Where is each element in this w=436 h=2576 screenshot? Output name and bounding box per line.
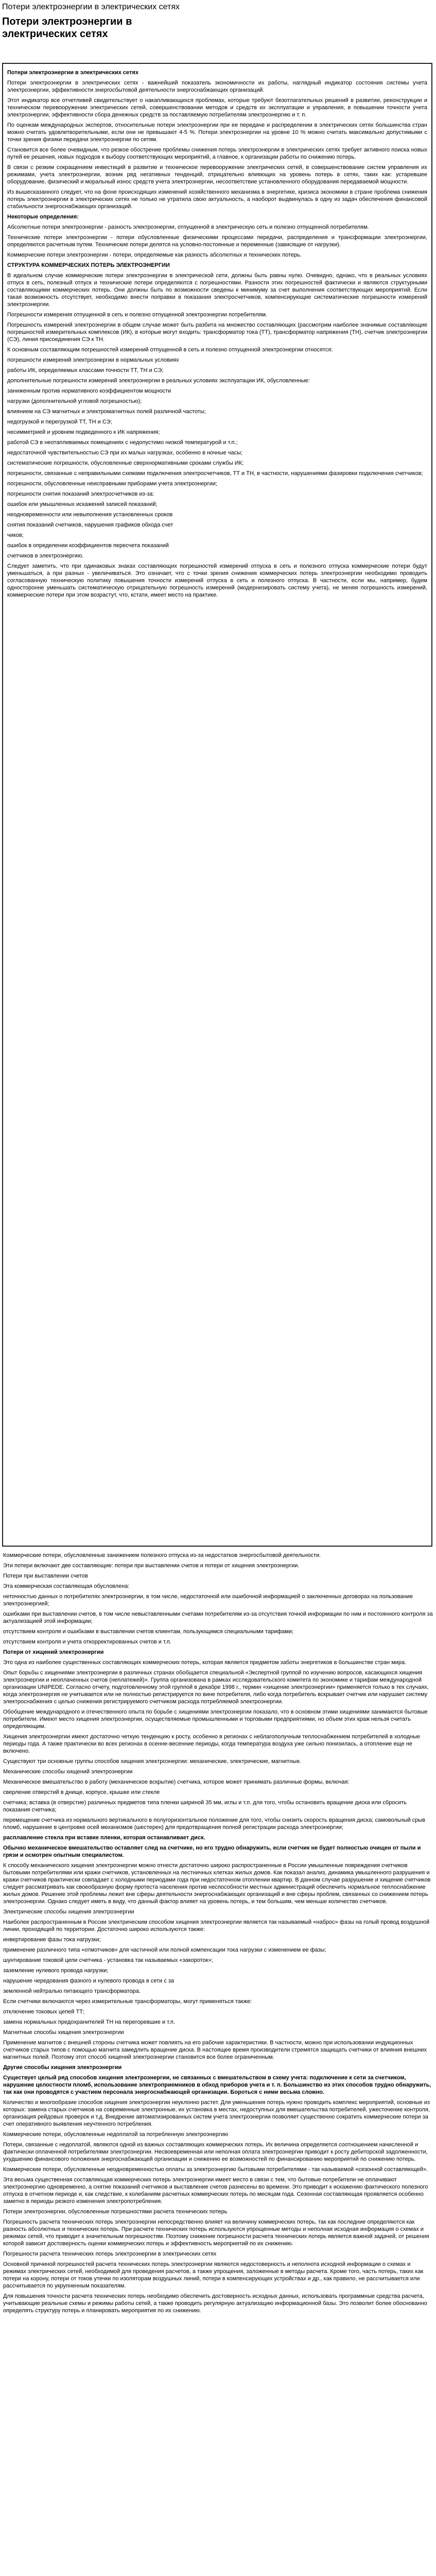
paragraph: чиков; [7, 532, 24, 538]
paragraph: Это одна из наиболее существенных составляющих коммерческих потерь, которая является предметом заботы энергетиков в большинстве стран мира. [3, 1659, 407, 1666]
paragraph: Погрешность расчета технических потерь электроэнергии непосредственно влияет на величину коммерческих потерь, так как последние определяются как разность абсолютных и технических потерь. При расчете технических потерь используются упрощенные методы и неполная исходная информация о схемах и режимах сетей, что приводит к значительным погрешностям. Поэтому снижение погрешности расчета технических потерь является важной задачей, от решения которой зависит достоверность оценки коммерческих потерь и эффективность мероприятий по их снижению. [3, 2219, 429, 2247]
paragraph: земленной нейтралью питающего трансформатора. [3, 1988, 141, 1994]
paragraph: несимметрией и уровнем подведенного к ИК напряжения; [7, 429, 160, 435]
paragraph: Если счетчики включаются через измерительные трансформаторы, могут применяться также: [3, 1998, 252, 2005]
paragraph: Потери при выставлении счетов [3, 1573, 88, 1579]
paragraph: заземление нулевого провода нагрузки; [3, 1968, 109, 1974]
paragraph: Коммерческие потери электроэнергии - потери, определяемые как разность абсолютных и технических потерь. [7, 252, 302, 258]
paragraph: работой СЭ в неотапливаемых помещениях с недопустимо низкой температурой и т.п.; [7, 439, 238, 446]
article-continuation [3, 1552, 433, 2576]
paragraph: Обычно механическое вмешательство оставляет след на счетчике, но его трудно обнаружить, если счетчик не будет полностью очищен от пыли и грязи и осмотрен опытным специалистом. [3, 1845, 421, 1858]
paragraph: В связи с резким сокращением инвестиций в развитие и техническое перевооружение электрических сетей, в совершенствование систем управления их режимами, учета электроэнергии, возник ряд негативных тенденций, отрицательно влияющих на уровень потерь в сетях, таких как: устаревшее оборудование, физический и моральный износ средств учета электроэнергии, несоответствие установленного оборудования передаваемой мощности. [7, 164, 427, 185]
paragraph: Погрешность измерений электроэнергии в общем случае может быть разбита на множество составляющих (рассмотрим наиболее значимые составляющие погрешностей измерительных комплексов (ИК), в которые могут входить: трансформатор тока (ТТ), трансформатор напряжения (ТН), счетчик электроэнергии (СЭ), линия присоединения СЭ к ТН. [7, 322, 427, 343]
paragraph: нарушение чередования фазного и нулевого провода в сети с за [3, 1978, 175, 1984]
paragraph: Применение магнитов с внешней стороны счетчика может повлиять на его рабочие характеристики. В частности, можно при использовании индукционных счетчиков старых типов с помощью магнита замедлить вращение диска. В настоящее время производители стремятся защищать счетчики от влияния внешних магнитных полей. Поэтому этот способ хищений электроэнергии становится все более ограниченным. [3, 2040, 427, 2060]
paragraph: Эта весьма существенная составляющая коммерческих потерь электроэнергии имеет место в связи с тем, что бытовые потребители не оплачивают электроэнергию одновременно, а снятие показаний счетчиков и выставление счетов разнесены во времени. Это приводит к искажению фактического полезного отпуска в отчетном периоде и, как следствие, к колебаниям расчетных коммерческих потерь по месяцам года. Сезонная составляющая проявляется особенно заметно в периоды резкого изменения электропотребления. [3, 2177, 428, 2205]
paragraph: Из вышесказанного следует, что на фоне происходящих изменений хозяйственного механизма в энергетике, кризиса экономики в стране проблема снижения потерь электроэнергии в электрических сетях не только не утратила свою актуальность, а наоборот выдвинулась в одну из задач обеспечения финансовой стабильности энергоснабжающих организаций. [7, 189, 427, 210]
top-page-title: Потери электроэнергии в электрических сетях [2, 3, 180, 11]
paragraph: дополнительные погрешности измерений электроэнергии в реальных условиях эксплуатации ИК, обусловленные: [7, 378, 310, 384]
paragraph: ошибок в определении коэффициентов пересчета показаний [7, 543, 169, 549]
paragraph: неточностью данных о потребителях электроэнергии, в том числе, недостаточной или ошибочной информацией о заключенных договорах на пользование электроэнергией; [3, 1594, 413, 1607]
paragraph: замена нормальных предохранителей ТН на перегоревшие и т.п. [3, 2019, 175, 2025]
box-paragraphs [7, 79, 427, 599]
paragraph: нагрузки (дополнительной угловой погрешностью); [7, 398, 142, 404]
paragraph: Существует целый ряд способов хищения электроэнергии, не связанных с вмешательством в схему учета: подключение к сети за счетчиком, нарушение целостности пломб, использование электроприемников в обход приборов учета и т. п. Большинство из этих способов трудно обнаружить, так как они проводятся с участием персонала энергоснабжающей организации. Бороться с ними весьма сложно. [3, 2075, 431, 2095]
paragraph: счетчиков в электроэнергию. [7, 553, 84, 559]
paragraph: Хищения электроэнергии имеют достаточно четкую тенденцию к росту, особенно в регионах с неблагополучным теплоснабжением потребителей в холодные периоды года. А также практически во всех регионах в осенне-весенние периоды, когда температура воздуха уже сильно понизилась, а отопление еще не включено. [3, 1734, 421, 1754]
paragraph: отключение токовых цепей ТТ; [3, 2009, 84, 2015]
paragraph: Следует заметить, что при одинаковых знаках составляющих погрешностей измерений отпуска в сеть и полезного отпуска коммерческие потери будут уменьшаться, а при разных - увеличиваться. Это означает, что с точки зрения снижения коммерческих потерь электроэнергии необходимо проводить согласованную техническую политику повышения точности измерений отпуска в сеть и полезного отпуска. В частности, если мы, например, будем односторонне уменьшать систематическую отрицательную погрешность измерений (модернизировать систему учета), не меняя погрешность измерений, коммерческие потери при этом возрастут, что, кстати, имеет место на практике. [7, 563, 427, 598]
paragraph: работы ИК, определяемых классами точности ТТ, ТН и СЭ; [7, 367, 164, 374]
paragraph: По оценкам международных экспертов, относительные потери электроэнергии при ее передаче и распределении в электрических сетях большинства стран можно считать удовлетворительными, если они не превышают 4-5 %. Потери электроэнергии на уровне 10 % можно считать максимально допустимыми с точки зрения физики передачи электроэнергии по сетям. [7, 122, 427, 143]
paragraph: СТРУКТУРА КОММЕРЧЕСКИХ ПОТЕРЬ ЭЛЕКТРОЭНЕРГИИ [7, 262, 170, 268]
paragraph: ошибками при выставлении счетов, в том числе невыставленными счетами потребителям из-за отсутствия точной информации по ним и постоянного контроля за актуализацией этой информации; [3, 1611, 433, 1624]
paragraph: К способу механического хищения электроэнергии можно отнести достаточно широко распространенные в России умышленные повреждения счетчиков бытовыми потребителями или кражи счетчиков, установленных на лестничных клетках жилых домов. Как показал анализ, динамика умышленного разрушения и кражи счетчиков практически совпадает с холодными периодами года при недостаточном отоплении квартир. В данном случае разрушение и хищение счетчиков следует рассматривать как своеобразную форму протеста населения против неспособности местных администраций обеспечить нормальное теплоснабжение жилых домов. Решение этой проблемы лежит вне сферы деятельности энергоснабжающих организаций и вне сферы проблем, связанных со снижением потерь электроэнергии. Однако следует иметь в виду, что данный фактор влияет на уровень потерь, и тем большим, чем меньше количество счетчиков. [3, 1862, 431, 1905]
paragraph: Опыт борьбы с хищениями электроэнергии в различных странах обобщается специальной «Экспертной группой по изучению вопросов, касающихся хищения электроэнергии и неоплаченных счетов (неплатежей)». Группа организована в рамках исследовательского комитета по экономике и тарифам международной организации UNIPEDE. Согласно отчету, подготовленному этой группой в декабре 1998 г., термин «хищение электроэнергии» применяется только в тех случаях, когда электроэнергия не учитывается или не полностью регистрируется по вине потребителя, либо когда потребитель вскрывает счетчик или нарушает систему электроснабжения с целью снижения регистрируемого счетчиком расхода потребляемой электроэнергии. [3, 1670, 429, 1705]
paragraph: Эта коммерческая составляющая обусловлена: [3, 1583, 130, 1589]
paragraph: перемещение счетчика из нормального вертикального в полугоризонтальное положение для того, чтобы снизить скорость вращения диска; самовольный срыв пломб, нарушение в центровке осей механизмов (шестерен) для предотвращения полной регистрации расхода электроэнергии; [3, 1817, 426, 1831]
paragraph: влиянием на СЭ магнитных и электромагнитных полей различной частоты; [7, 409, 206, 415]
paragraph: Потери, связанные с недоплатой, являются одной из важных составляющих коммерческих потерь. Их величина определяется соотношением начисленной и фактически оплаченной потребителями электроэнергии. Несвоевременная или неполная оплата электроэнергии приводит к росту дебиторской задолженности, ухудшению финансового положения энергоснабжающей организации и снижению ее возможностей по финансированию мероприятий по снижению потерь. [3, 2142, 428, 2162]
paragraph: сверление отверстий в днище, корпусе, крышке или стекле [3, 1789, 160, 1795]
paragraph: отсутствием контроля и ошибками в выставлении счетов клиентам, пользующимся специальными тарифами; [3, 1629, 294, 1635]
paragraph: Другие способы хищения электроэнергии [3, 2064, 122, 2071]
paragraph: Коммерческие потери, обусловленные неодновременностью оплаты за электроэнергию бытовыми потребителями - так называемой «сезонной составляющей». [3, 2166, 428, 2173]
paragraph: счетчика; вставка (в отверстие) различных предметов типа пленки шириной 35 мм, иглы и т.п. для того, чтобы остановить вращение диска или сбросить показания счетчика; [3, 1800, 407, 1813]
paragraph: недогрузкой и перегрузкой ТТ, ТН и СЭ; [7, 419, 112, 425]
paragraph: неодновременности или невыполнения установленных сроков [7, 512, 173, 518]
continuation-paragraphs [3, 1552, 433, 2314]
paragraph: инвертирование фазы тока нагрузки; [3, 1937, 101, 1943]
paragraph: недостаточной чувствительностью СЭ при их малых нагрузках, особенно в ночные часы; [7, 450, 243, 456]
paragraph: В идеальном случае коммерческие потери электроэнергии в электрической сети, должны быть равны нулю. Очевидно, однако, что в реальных условиях отпуск в сеть, полезный отпуск и технические потери определяются с погрешностями. Разности этих погрешностей фактически и являются структурными составляющими коммерческих потерь. Они должны быть по возможности сведены к минимуму за счет выполнения соответствующих мероприятий. Если такая возможность отсутствует, необходимо внести поправки в показания электросчетчиков, компенсирующие систематические погрешности измерений электроэнергии. [7, 273, 427, 308]
paragraph: погрешности, обусловленные неисправными приборами учета электроэнергии; [7, 481, 217, 487]
paragraph: погрешности измерений электроэнергии в нормальных условиях [7, 357, 179, 363]
paragraph: Коммерческие потери, обусловленные занижением полезного отпуска из-за недостатков энергосбытовой деятельности. [3, 1552, 321, 1558]
paragraph: Потери от хищений электроэнергии [3, 1649, 104, 1655]
paragraph: Потери электроэнергии в электрических сетях - важнейший показатель экономичности их работы, наглядный индикатор состояния системы учета электроэнергии, эффективности энергосбытовой деятельности энергоснабжающих организаций. [7, 80, 427, 93]
paragraph: Количество и многообразие способов хищения электроэнергии неуклонно растет. Для уменьшения потерь нужно проводить комплекс мероприятий, основные из которых: замена старых счетчиков на современные электронные, их установка в местах, недоступных для вмешательства потребителей, ужесточение контроля, организация рейдовых проверок и т.д. Внедрение автоматизированных систем учета электроэнергии позволяет существенно сократить коммерческие потери за счет оперативного выявления неучтенного потребления. [3, 2099, 430, 2127]
paragraph: погрешности снятия показаний электросчетчиков из-за: [7, 491, 154, 497]
paragraph: Технические потери электроэнергии - потери обусловленные физическими процессами передачи, распределения и трансформации электроэнергии, определяются расчетным путем. Технические потери делятся на условно-постоянные и переменные (зависящие от нагрузки). [7, 234, 427, 248]
paragraph: Электрические способы хищения электроэнергии [3, 1909, 134, 1915]
paragraph: Абсолютные потери электроэнергии - разность электроэнергии, отпущенной в электрическую сеть и полезно отпущенной потребителям. [7, 224, 369, 230]
paragraph: Магнитные способы хищения электроэнергии [3, 2029, 124, 2036]
paragraph: Обобщение международного и отечественного опыта по борьбе с хищениями электроэнергии показало, что в основном этими хищениями занимаются бытовые потребители. Имеют место хищения электроэнергии, осуществляемые промышленными и торговыми предприятиями, но объем этих краж нельзя считать определяющим. [3, 1709, 428, 1730]
paragraph: Для повышения точности расчета технических потерь необходимо обеспечить достоверность исходных данных, использовать программные средства расчета, учитывающие реальные схемы и режимы работы сетей, а также проводить регулярную актуализацию информационной базы. Это позволит более обоснованно определять структуру потерь и планировать мероприятия по их снижению. [3, 2293, 427, 2314]
paragraph: Эти потери включают две составляющие: потери при выставлении счетов и потери от хищения электроэнергии. [3, 1563, 300, 1569]
paragraph: систематические погрешности, обусловленные сверхнормативными сроками службы ИК; [7, 460, 244, 466]
paragraph: применение различного типа «отмотчиков» для частичной или полной компенсации тока нагрузки с изменением ее фазы; [3, 1947, 326, 1953]
paragraph: Наиболее распространенным в России электрическим способом хищения электроэнергии является так называемый «наброс» фазы на голый провод воздушной линии, проходящей по территории. Достаточно широко используются также: [3, 1919, 430, 1933]
paragraph: Механическое вмешательство в работу (механическое вскрытие) счетчика, которое может принимать различные формы, включая: [3, 1779, 350, 1785]
paragraph: Существуют три основные группы способов хищения электроэнергии: механические, электрические, магнитные. [3, 1758, 302, 1765]
paragraph: шунтирование токовой цепи счетчика - установка так называемых «закороток»; [3, 1957, 213, 1963]
paragraph: Становится все более очевидным, что резкое обострение проблемы снижения потерь электроэнергии в электрических сетях требует активного поиска новых путей ее решения, новых подходов к выбору соответствующих мероприятий, а главное, к организации работы по снижению потерь. [7, 147, 427, 160]
paragraph: К основным составляющим погрешностей измерений отпущенной в сеть и полезно отпущенной электроэнергии относятся: [7, 347, 333, 353]
paragraph: ошибок или умышленных искажений записей показаний; [7, 501, 158, 507]
paragraph: заниженным против нормативного коэффициентом мощности [7, 388, 171, 394]
paragraph: отсутствием контроля и учета откорректированных счетов и т.п. [3, 1639, 171, 1645]
paragraph: Погрешности измерения отпущенной в сеть и полезно отпущенной электроэнергии потребителям. [7, 312, 268, 318]
paragraph: Некоторые определения: [7, 214, 79, 220]
paragraph: Основной причиной погрешностей расчета технических потерь электроэнергии являются недостоверность и неполнота исходной информации о схемах и режимах электрических сетей, необходимой для проведения расчетов, а также упрощения, заложенные в методы расчета. Кроме того, часть потерь, таких как потери на корону, потери от токов утечки по изоляторам воздушных линий, потери в компенсирующих устройствах и др., как правило, не рассчитывается или рассчитывается по укрупненным показателям. [3, 2261, 424, 2289]
article-title: Потери электроэнергии в электрических сетях [2, 16, 132, 40]
paragraph: Потери электроэнергии, обусловленные погрешностями расчета технических потерь [3, 2209, 228, 2215]
paragraph: Коммерческие потери, обусловленные недоплатой за потребленную электроэнергию [3, 2131, 229, 2138]
article-box [2, 63, 432, 1547]
box-heading: Потери электроэнергии в электрических сетях [7, 70, 138, 76]
paragraph: Этот индикатор все отчетливей свидетельствует о накапливающихся проблемах, которые требуют безотлагательных решений в развитии, реконструкции и техническом перевооружении электрических сетей, совершенствовании методов и средств их эксплуатации и управления, в повышении точности учета электроэнергии, эффективности сбора денежных средств за поставляемую потребителям электроэнергию и т. п. [7, 97, 427, 118]
paragraph: Механические способы хищений электроэнергии [3, 1769, 133, 1775]
paragraph: Погрешности расчета технических потерь электроэнергии в электрических сетях [3, 2251, 217, 2257]
paragraph: погрешности, связанные с неправильными схемами подключения электросчетчиков, ТТ и ТН, в частности, нарушениями фазировки подключения счетчиков; [7, 470, 423, 477]
paragraph: расплавление стекла при вставке пленки, которая останавливает диск. [3, 1835, 205, 1841]
paragraph: снятия показаний счетчиков, нарушения графиков обхода счет [7, 522, 173, 528]
